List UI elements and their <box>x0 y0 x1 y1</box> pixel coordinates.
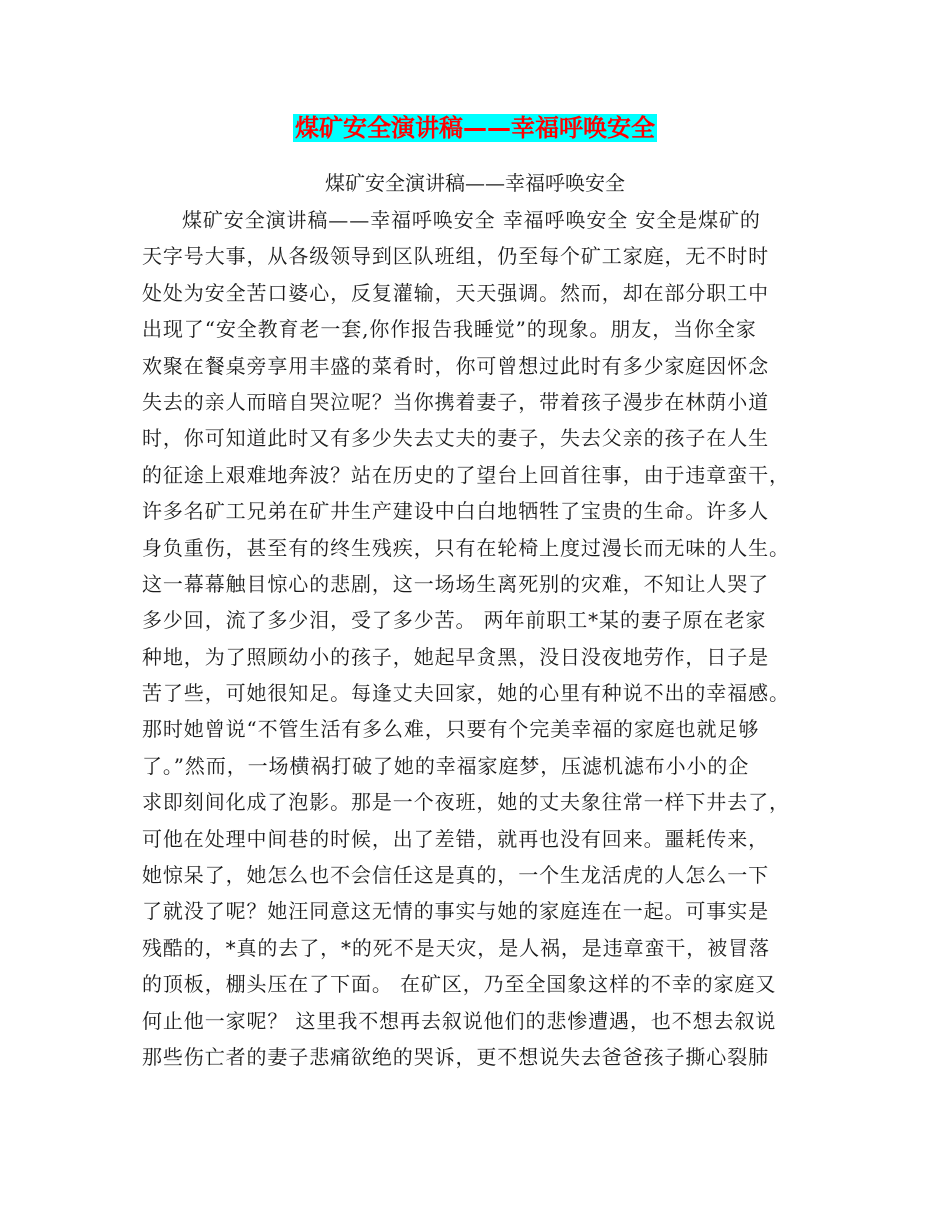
body-line: 欢聚在餐桌旁享用丰盛的菜肴时，你可曾想过此时有多少家庭因怀念 <box>142 353 769 378</box>
body-line: 了。”然而，一场横祸打破了她的幸福家庭梦，压滤机滤布小小的企 <box>142 753 750 778</box>
body-line: 她惊呆了，她怎么也不会信任这是真的，一个生龙活虎的人怎么一下 <box>142 863 769 888</box>
body-line: 求即刻间化成了泡影。那是一个夜班，她的丈夫象往常一样下井去了， <box>142 790 790 815</box>
body-line: 处处为安全苦口婆心，反复灌输，天天强调。然而，却在部分职工中 <box>142 280 769 305</box>
body-line: 的顶板，棚头压在了下面。 在矿区，乃至全国象这样的不幸的家庭又 <box>142 972 777 997</box>
body-line: 的征途上艰难地奔波？站在历史的了望台上回首往事，由于违章蛮干， <box>142 462 790 487</box>
body-line: 那时她曾说“不管生活有多么难，只要有个完美幸福的家庭也就足够 <box>142 717 760 742</box>
body-line: 失去的亲人而暗自哭泣呢？当你携着妻子，带着孩子漫步在林荫小道 <box>142 389 769 414</box>
body-line: 种地，为了照顾幼小的孩子，她起早贪黑，没日没夜地劳作，日子是 <box>142 644 769 669</box>
body-line: 煤矿安全演讲稿——幸福呼唤安全 幸福呼唤安全 安全是煤矿的 <box>182 208 761 232</box>
body-line: 残酷的，*真的去了，*的死不是天灾，是人祸，是违章蛮干，被冒落 <box>142 935 770 960</box>
body-line: 身负重伤，甚至有的终生残疾，只有在轮椅上度过漫长而无味的人生。 <box>142 535 790 560</box>
body-line: 那些伤亡者的妻子悲痛欲绝的哭诉，更不想说失去爸爸孩子撕心裂肺 <box>142 1044 769 1069</box>
body-line: 出现了“安全教育老一套,你作报告我睡觉”的现象。朋友，当你全家 <box>142 317 757 342</box>
body-line: 可他在处理中间巷的时候，出了差错，就再也没有回来。噩耗传来， <box>142 826 769 851</box>
highlighted-title-text: 煤矿安全演讲稿——幸福呼唤安全 <box>295 114 655 142</box>
body-line: 了就没了呢？她汪同意这无情的事实与她的家庭连在一起。可事实是 <box>142 899 769 924</box>
document-subtitle: 煤矿安全演讲稿——幸福呼唤安全 <box>325 171 625 195</box>
body-line: 天字号大事，从各级领导到区队班组，仍至每个矿工家庭，无不时时 <box>142 244 769 269</box>
document-title <box>0 110 950 146</box>
body-line: 这一幕幕触目惊心的悲剧，这一场场生离死别的灾难，不知让人哭了 <box>142 571 769 596</box>
body-line: 苦了些，可她很知足。每逢丈夫回家，她的心里有种说不出的幸福感。 <box>142 681 790 706</box>
body-line: 许多名矿工兄弟在矿井生产建设中白白地牺牲了宝贵的生命。许多人 <box>142 499 769 524</box>
body-line: 时，你可知道此时又有多少失去丈夫的妻子，失去父亲的孩子在人生 <box>142 426 769 451</box>
body-line: 何止他一家呢？ 这里我不想再去叙说他们的悲惨遭遇，也不想去叙说 <box>142 1008 777 1033</box>
body-line: 多少回，流了多少泪，受了多少苦。 两年前职工*某的妻子原在老家 <box>142 608 767 633</box>
body-text <box>142 202 832 1075</box>
